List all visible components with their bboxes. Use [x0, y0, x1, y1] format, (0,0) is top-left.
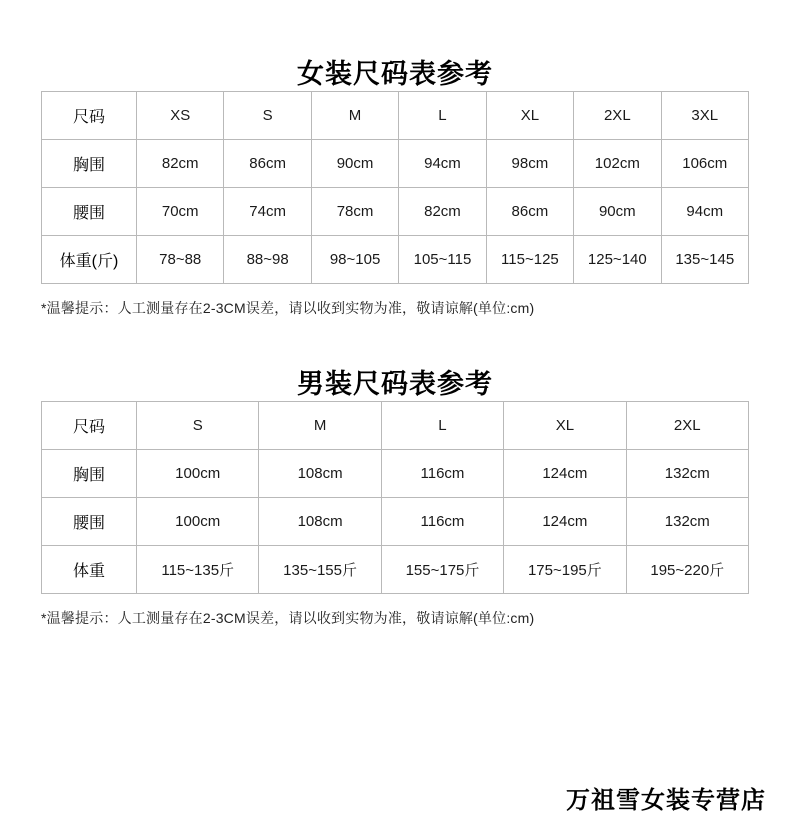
row-label: 腰围 — [42, 498, 137, 546]
table-cell: 106cm — [661, 140, 748, 188]
table-cell: 108cm — [259, 450, 381, 498]
table-cell: 135~155斤 — [259, 546, 381, 594]
table-cell: 3XL — [661, 92, 748, 140]
table-cell: 124cm — [504, 498, 626, 546]
table-cell: XS — [137, 92, 224, 140]
table-cell: 94cm — [399, 140, 486, 188]
women-table-wrap — [41, 91, 749, 284]
table-cell: 125~140 — [574, 236, 661, 284]
women-size-table — [41, 91, 749, 284]
table-cell: 116cm — [381, 450, 503, 498]
size-chart-page — [0, 52, 790, 835]
table-row — [42, 402, 749, 450]
table-cell: S — [224, 92, 311, 140]
table-row — [42, 450, 749, 498]
table-row — [42, 498, 749, 546]
table-cell: 135~145 — [661, 236, 748, 284]
table-cell: 116cm — [381, 498, 503, 546]
table-cell: 94cm — [661, 188, 748, 236]
table-cell: 124cm — [504, 450, 626, 498]
table-cell: L — [399, 92, 486, 140]
table-cell: 115~135斤 — [137, 546, 259, 594]
men-table-wrap — [41, 401, 749, 594]
shop-name: 万祖雪女装专营店 — [566, 788, 766, 814]
table-cell: 175~195斤 — [504, 546, 626, 594]
table-cell: 132cm — [626, 450, 748, 498]
table-cell: 102cm — [574, 140, 661, 188]
men-section — [0, 362, 790, 628]
row-label: 体重(斤) — [42, 236, 137, 284]
table-cell: 115~125 — [486, 236, 573, 284]
table-row — [42, 546, 749, 594]
row-label: 腰围 — [42, 188, 137, 236]
table-cell: 90cm — [574, 188, 661, 236]
women-section — [0, 52, 790, 318]
table-cell: 195~220斤 — [626, 546, 748, 594]
table-cell: 86cm — [486, 188, 573, 236]
table-cell: 82cm — [399, 188, 486, 236]
table-cell: 82cm — [137, 140, 224, 188]
men-size-table — [41, 401, 749, 594]
table-cell: L — [381, 402, 503, 450]
row-label: 胸围 — [42, 450, 137, 498]
table-cell: 70cm — [137, 188, 224, 236]
table-cell: 105~115 — [399, 236, 486, 284]
table-cell: 100cm — [137, 450, 259, 498]
table-cell: 132cm — [626, 498, 748, 546]
row-label: 尺码 — [42, 402, 137, 450]
table-cell: S — [137, 402, 259, 450]
table-cell: 98~105 — [311, 236, 398, 284]
women-title: 女装尺码表参考 — [297, 59, 493, 89]
table-cell: 86cm — [224, 140, 311, 188]
table-row — [42, 92, 749, 140]
table-cell: 155~175斤 — [381, 546, 503, 594]
table-cell: XL — [486, 92, 573, 140]
table-cell: 90cm — [311, 140, 398, 188]
table-cell: 2XL — [574, 92, 661, 140]
men-note: *温馨提示：人工测量存在2-3CM误差，请以收到实物为准，敬请谅解(单位:cm) — [41, 610, 535, 626]
table-cell: 88~98 — [224, 236, 311, 284]
table-cell: 108cm — [259, 498, 381, 546]
table-row — [42, 140, 749, 188]
table-cell: XL — [504, 402, 626, 450]
table-cell: M — [259, 402, 381, 450]
row-label: 尺码 — [42, 92, 137, 140]
men-title: 男装尺码表参考 — [297, 369, 493, 399]
table-row — [42, 188, 749, 236]
table-cell: 74cm — [224, 188, 311, 236]
women-note: *温馨提示：人工测量存在2-3CM误差，请以收到实物为准，敬请谅解(单位:cm) — [41, 300, 535, 316]
row-label: 胸围 — [42, 140, 137, 188]
row-label: 体重 — [42, 546, 137, 594]
table-cell: 98cm — [486, 140, 573, 188]
table-row — [42, 236, 749, 284]
table-cell: 78~88 — [137, 236, 224, 284]
table-cell: 2XL — [626, 402, 748, 450]
table-cell: 78cm — [311, 188, 398, 236]
table-cell: M — [311, 92, 398, 140]
table-cell: 100cm — [137, 498, 259, 546]
